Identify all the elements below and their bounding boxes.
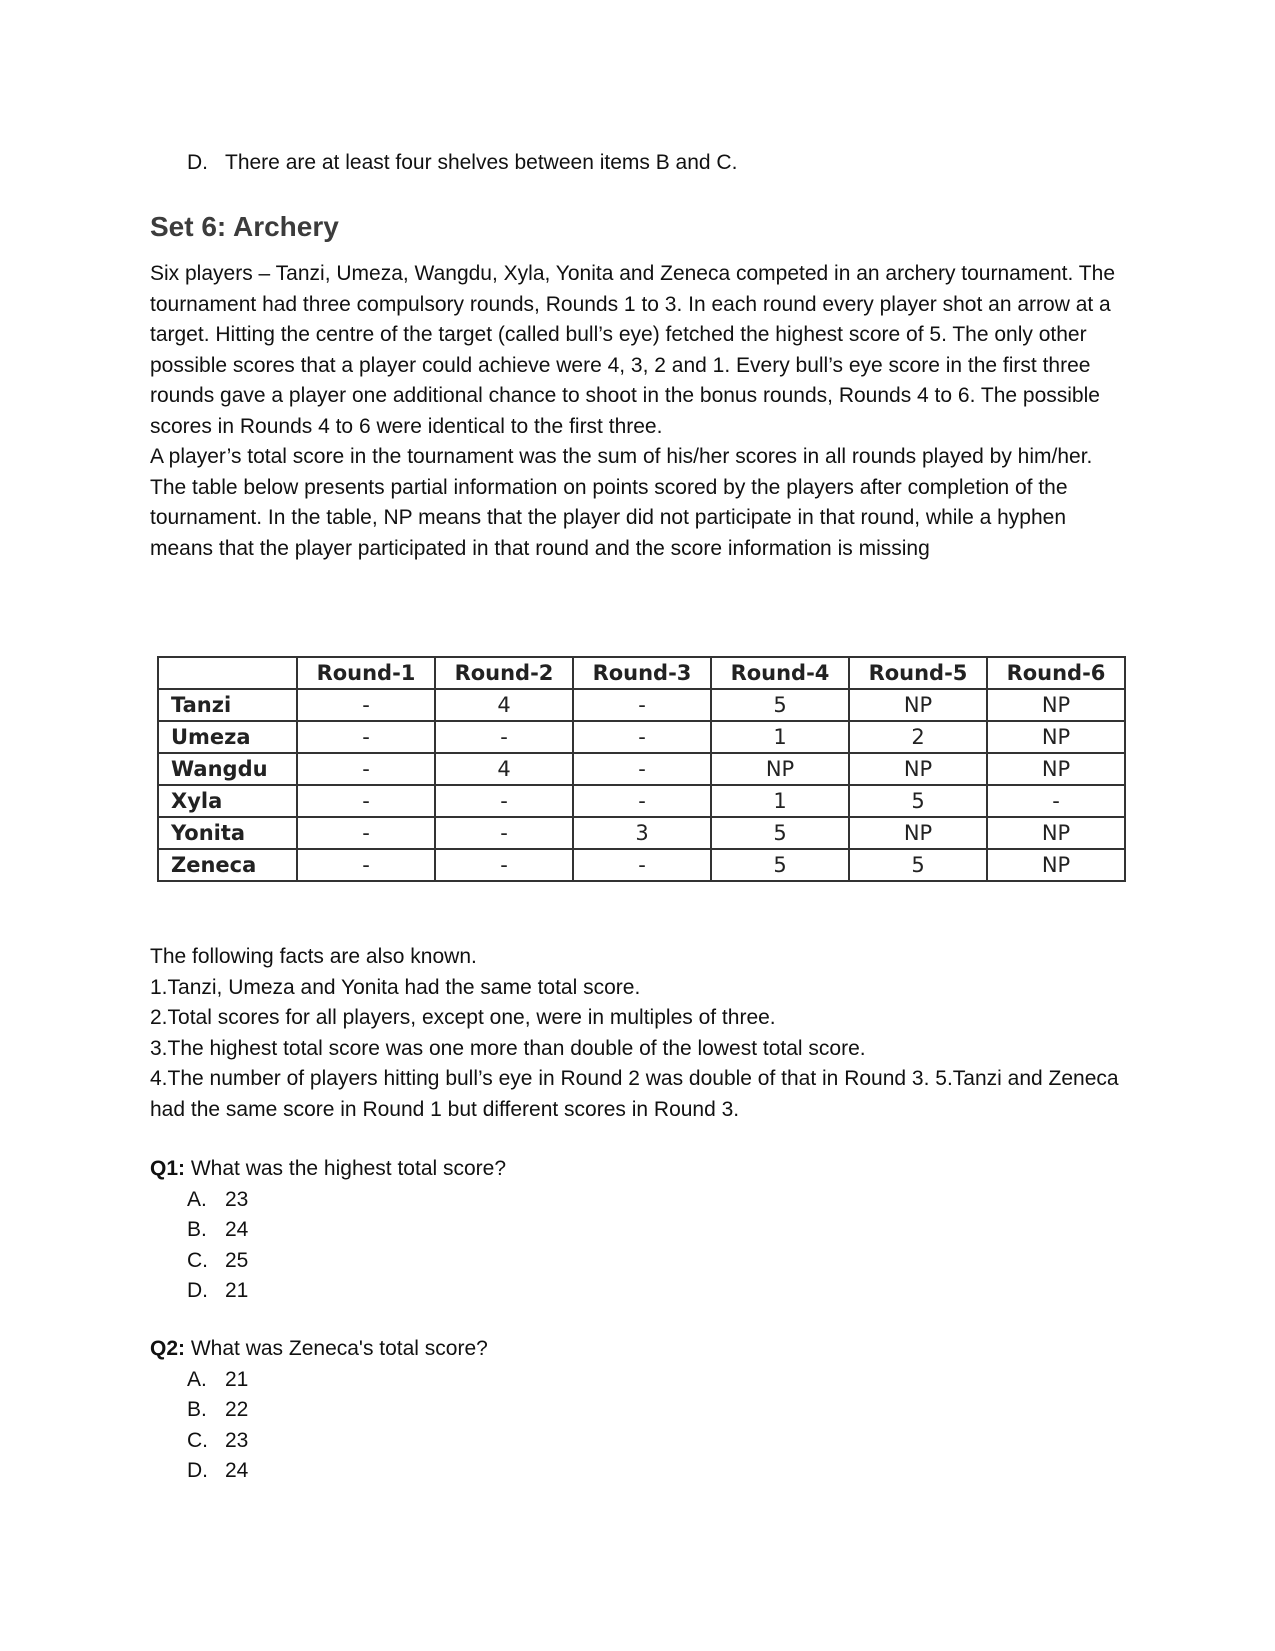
intro-paragraph-2: A player’s total score in the tournament was the sum of his/her scores in all rounds played by him/her. The table below presents partial information on points scored by the players after completion of the tournament. In the table, NP means that the player did not participate in that round, while a hyphen means that the player participated in that round and the score information is missing xyxy=(150,445,1093,560)
score-cell: - xyxy=(573,785,711,817)
score-cell: 5 xyxy=(711,817,849,849)
option-text: 21 xyxy=(225,1279,249,1302)
option-letter: C. xyxy=(187,1428,208,1452)
answer-option-a xyxy=(150,1365,1130,1396)
option-letter: D. xyxy=(187,151,208,174)
option-text: 25 xyxy=(225,1248,249,1272)
fact-line: 3.The highest total score was one more than double of the lowest total score. xyxy=(150,1036,866,1060)
score-cell: NP xyxy=(849,689,987,721)
score-cell: 5 xyxy=(711,689,849,721)
table-row xyxy=(158,689,1125,721)
table-header-round-2: Round-2 xyxy=(435,657,573,689)
score-cell: NP xyxy=(987,849,1125,881)
answer-option-c xyxy=(150,1426,1130,1457)
score-cell: 5 xyxy=(711,849,849,881)
fact-line: 2.Total scores for all players, except one, were in multiples of three. xyxy=(150,1006,776,1029)
option-letter: B. xyxy=(187,1398,207,1421)
score-cell: NP xyxy=(987,721,1125,753)
score-cell: NP xyxy=(987,753,1125,785)
score-cell: 3 xyxy=(573,817,711,849)
option-letter: A. xyxy=(187,1187,207,1211)
score-cell: 4 xyxy=(435,753,573,785)
score-cell: NP xyxy=(849,753,987,785)
score-cell: 5 xyxy=(849,785,987,817)
option-text: 23 xyxy=(225,1187,249,1211)
table-header-round-1: Round-1 xyxy=(297,657,435,689)
score-cell: NP xyxy=(987,817,1125,849)
option-text: 24 xyxy=(225,1218,249,1241)
score-cell: - xyxy=(573,849,711,881)
question-1-prompt xyxy=(150,1154,1130,1185)
question-label: Q2: xyxy=(150,1337,186,1360)
table-row xyxy=(158,721,1125,753)
score-cell: - xyxy=(987,785,1125,817)
option-letter: D. xyxy=(187,1279,208,1302)
score-cell: - xyxy=(435,721,573,753)
score-cell: - xyxy=(435,817,573,849)
table-row xyxy=(158,849,1125,881)
table-row xyxy=(158,817,1125,849)
intro-text xyxy=(150,259,1130,564)
score-cell: - xyxy=(297,817,435,849)
table-header-corner xyxy=(158,657,297,689)
option-letter: D. xyxy=(187,1459,208,1482)
option-text: 21 xyxy=(225,1367,249,1391)
score-cell: - xyxy=(435,785,573,817)
section-heading: Set 6: Archery xyxy=(150,211,339,242)
score-cell: NP xyxy=(711,753,849,785)
player-name: Zeneca xyxy=(158,849,297,881)
option-text: There are at least four shelves between items B and C. xyxy=(225,151,738,174)
answer-option-a xyxy=(150,1185,1130,1216)
score-cell: 4 xyxy=(435,689,573,721)
question-1 xyxy=(150,1154,1130,1307)
score-cell: - xyxy=(297,689,435,721)
player-name: Wangdu xyxy=(158,753,297,785)
score-table-container xyxy=(157,656,1126,882)
score-cell: - xyxy=(573,753,711,785)
option-text: 24 xyxy=(225,1459,249,1482)
fact-line: 1.Tanzi, Umeza and Yonita had the same total score. xyxy=(150,975,641,999)
score-cell: 2 xyxy=(849,721,987,753)
score-cell: 1 xyxy=(711,785,849,817)
player-name: Umeza xyxy=(158,721,297,753)
option-text: 22 xyxy=(225,1398,249,1421)
table-header-round-3: Round-3 xyxy=(573,657,711,689)
table-header-round-5: Round-5 xyxy=(849,657,987,689)
question-2 xyxy=(150,1334,1130,1487)
facts-intro: The following facts are also known. xyxy=(150,945,477,968)
answer-option-d xyxy=(150,1456,1130,1487)
score-cell: NP xyxy=(987,689,1125,721)
player-name: Yonita xyxy=(158,817,297,849)
answer-option-b xyxy=(150,1395,1130,1426)
score-cell: - xyxy=(435,849,573,881)
player-name: Xyla xyxy=(158,785,297,817)
option-letter: C. xyxy=(187,1248,208,1272)
player-name: Tanzi xyxy=(158,689,297,721)
score-cell: - xyxy=(297,721,435,753)
facts-section xyxy=(150,942,1130,1125)
score-cell: - xyxy=(297,785,435,817)
score-cell: 1 xyxy=(711,721,849,753)
intro-paragraph-1: Six players – Tanzi, Umeza, Wangdu, Xyla, Yonita and Zeneca competed in an archery tournament. The tournament had three compulsory rounds, Rounds 1 to 3. In each round every player shot an arrow at a target. Hitting the centre of the target (called bull’s eye) fetched the highest score of 5. The only other possible scores that a player could achieve were 4, 3, 2 and 1. Every bull’s eye score in the first three rounds gave a player one additional chance to shoot in the bonus rounds, Rounds 4 to 6. The possible scores in Rounds 4 to 6 were identical to the first three. xyxy=(150,262,1115,438)
question-text: What was Zeneca's total score? xyxy=(190,1337,488,1360)
score-table xyxy=(157,656,1126,882)
score-cell: - xyxy=(573,721,711,753)
previous-question-option-d xyxy=(150,148,737,179)
question-text: What was the highest total score? xyxy=(190,1157,507,1180)
table-header-round-4: Round-4 xyxy=(711,657,849,689)
fact-line: 4.The number of players hitting bull’s eye in Round 2 was double of that in Round 3. 5.Tanzi and Zeneca had the same score in Round 1 but different scores in Round 3. xyxy=(150,1067,1119,1121)
table-header-round-6: Round-6 xyxy=(987,657,1125,689)
score-cell: - xyxy=(297,849,435,881)
option-letter: B. xyxy=(187,1218,207,1241)
question-2-prompt xyxy=(150,1334,1130,1365)
answer-option-b xyxy=(150,1215,1130,1246)
question-label: Q1: xyxy=(150,1157,186,1180)
option-letter: A. xyxy=(187,1367,207,1391)
score-cell: - xyxy=(573,689,711,721)
score-cell: NP xyxy=(849,817,987,849)
answer-option-d xyxy=(150,1276,1130,1307)
option-text: 23 xyxy=(225,1428,249,1452)
table-row xyxy=(158,785,1125,817)
answer-option-c xyxy=(150,1246,1130,1277)
score-cell: 5 xyxy=(849,849,987,881)
table-row xyxy=(158,753,1125,785)
table-header-row xyxy=(158,657,1125,689)
score-cell: - xyxy=(297,753,435,785)
